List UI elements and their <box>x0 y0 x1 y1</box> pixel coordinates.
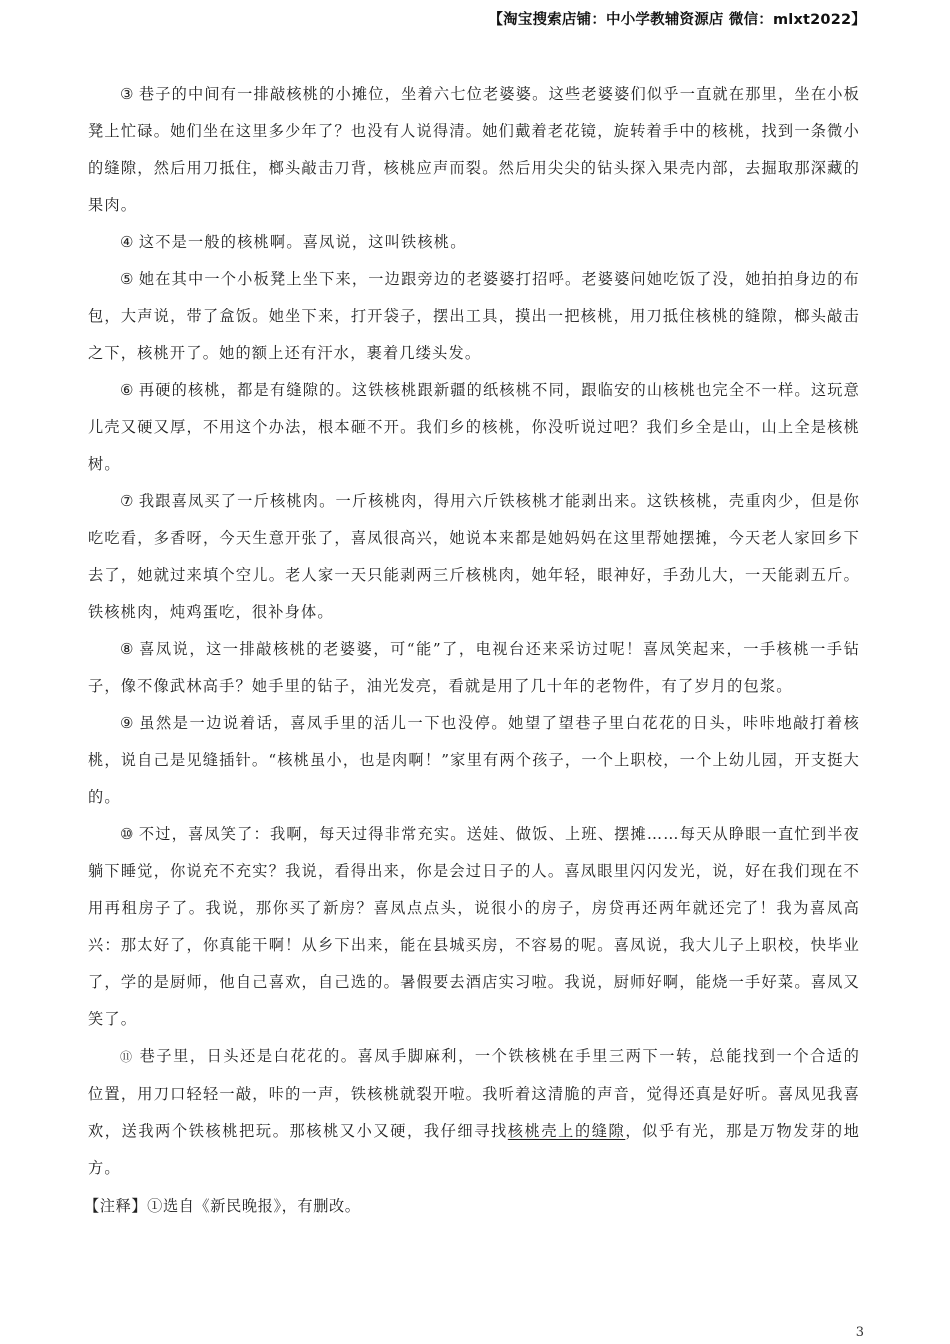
underlined-phrase: 核桃壳上的缝隙 <box>507 1122 626 1140</box>
paragraph-10 <box>88 816 860 1038</box>
paragraph-number: ⑦ <box>120 492 135 510</box>
paragraph-4 <box>88 224 860 261</box>
paragraph-text: 她在其中一个小板凳上坐下来，一边跟旁边的老婆婆打招呼。老婆婆问她吃饭了没，她拍拍身边的布包，大声说，带了盒饭。她坐下来，打开袋子，摆出工具，摸出一把核桃，用刀抵住核桃的缝隙，榔头敲击之下，核桃开了。她的额上还有汗水，裹着几缕头发。 <box>88 270 860 362</box>
paragraph-number: ⑩ <box>120 825 135 843</box>
paragraph-3 <box>88 76 860 224</box>
paragraph-8 <box>88 631 860 705</box>
paragraph-5 <box>88 261 860 372</box>
paragraph-number: ④ <box>120 233 135 251</box>
paragraph-number: ⑨ <box>120 714 136 732</box>
paragraph-number: ⑧ <box>120 640 136 658</box>
paragraph-9 <box>88 705 860 816</box>
paragraph-text-end: ，似乎有光，那是万物发芽的地方。 <box>88 1122 860 1177</box>
page-number: 3 <box>855 1325 864 1340</box>
store-banner: 【淘宝搜索店铺：中小学教辅资源店 微信：mlxt2022】 <box>488 12 866 28</box>
paragraph-6 <box>88 372 860 483</box>
note-label: 【注释】 <box>84 1197 148 1215</box>
paragraph-text: 虽然是一边说着话，喜凤手里的活儿一下也没停。她望了望巷子里白花花的日头，咔咔地敲打着核桃，说自己是见缝插针。“核桃虽小，也是肉啊！”家里有两个孩子，一个上职校，一个上幼儿园，开支挺大的。 <box>88 714 860 806</box>
paragraph-7 <box>88 483 860 631</box>
paragraph-text: 巷子的中间有一排敲核桃的小摊位，坐着六七位老婆婆。这些老婆婆们似乎一直就在那里，坐在小板凳上忙碌。她们坐在这里多少年了？也没有人说得清。她们戴着老花镜，旋转着手中的核桃，找到一条微小的缝隙，然后用刀抵住，榔头敲击刀背，核桃应声而裂。然后用尖尖的钻头探入果壳内部，去掘取那深藏的果肉。 <box>88 85 860 214</box>
paragraph-number: ⑤ <box>120 270 135 288</box>
paragraph-text: 巷子里，日头还是白花花的。喜凤手脚麻利，一个铁核桃在手里三两下一转，总能找到一个合适的位置，用刀口轻轻一敲，咔的一声，铁核桃就裂开啦。我听着这清脆的声音，觉得还真是好听。喜凤见我喜欢，送我两个铁核桃把玩。那核桃又小又硬，我仔细寻找 <box>88 1047 860 1140</box>
paragraph-number: ⑪ <box>120 1050 134 1064</box>
annotation-note <box>84 1189 860 1223</box>
paragraph-text: 不过，喜凤笑了：我啊，每天过得非常充实。送娃、做饭、上班、摆摊……每天从睁眼一直忙到半夜躺下睡觉，你说充不充实？我说，看得出来，你是会过日子的人。喜凤眼里闪闪发光，说，好在我们现在不用再租房子了。我说，那你买了新房？喜凤点点头，说很小的房子，房贷再还两年就还完了！我为喜凤高兴：那太好了，你真能干啊！从乡下出来，能在县城买房，不容易的呢。喜凤说，我大儿子上职校，快毕业了，学的是厨师，他自己喜欢，自己选的。暑假要去酒店实习啦。我说，厨师好啊，能烧一手好菜。喜凤又笑了。 <box>88 825 860 1028</box>
paragraph-number: ⑥ <box>120 381 135 399</box>
paragraph-text: 这不是一般的核桃啊。喜凤说，这叫铁核桃。 <box>138 233 467 251</box>
paragraph-text: 我跟喜凤买了一斤核桃肉。一斤核桃肉，得用六斤铁核桃才能剥出来。这铁核桃，壳重肉少，但是你吃吃看，多香呀，今天生意开张了，喜凤很高兴，她说本来都是她妈妈在这里帮她摆摊，今天老人家回乡下去了，她就过来填个空儿。老人家一天只能剥两三斤核桃肉，她年轻，眼神好，手劲儿大，一天能剥五斤。铁核桃肉，炖鸡蛋吃，很补身体。 <box>88 492 860 621</box>
paragraph-text: 喜凤说，这一排敲核桃的老婆婆，可“能”了，电视台还来采访过呢！喜凤笑起来，一手核桃一手钻子，像不像武林高手？她手里的钻子，油光发亮，看就是用了几十年的老物件，有了岁月的包浆。 <box>88 640 860 695</box>
note-text: ①选自《新民晚报》，有删改。 <box>147 1197 361 1215</box>
paragraph-text: 再硬的核桃，都是有缝隙的。这铁核桃跟新疆的纸核桃不同，跟临安的山核桃也完全不一样。这玩意儿壳又硬又厚，不用这个办法，根本砸不开。我们乡的核桃，你没听说过吧？我们乡全是山，山上全是核桃树。 <box>88 381 860 473</box>
article-body <box>84 76 860 1223</box>
paragraph-11 <box>88 1038 860 1187</box>
paragraph-number: ③ <box>120 85 135 103</box>
